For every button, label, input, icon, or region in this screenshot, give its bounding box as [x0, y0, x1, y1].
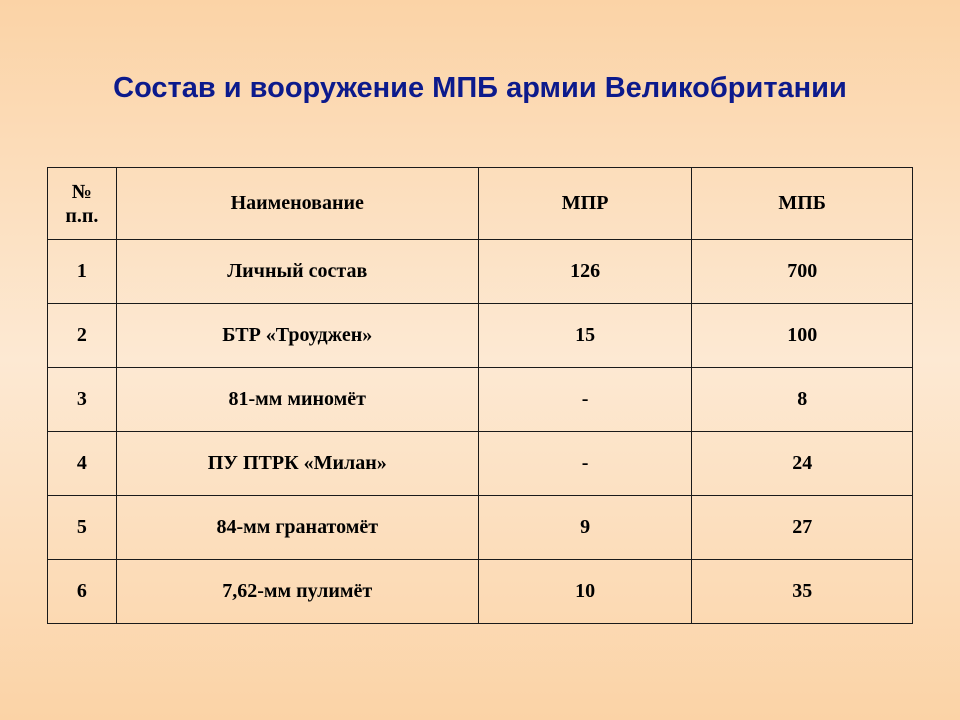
header-number: [48, 168, 117, 240]
cell-mpb: 24: [692, 432, 913, 496]
header-mpb: МПБ: [692, 168, 913, 240]
cell-mpr: 126: [478, 240, 692, 304]
cell-name: Личный состав: [116, 240, 478, 304]
cell-number: 3: [48, 368, 117, 432]
header-number-abbr: п.п.: [65, 204, 99, 227]
cell-mpb: 35: [692, 560, 913, 624]
cell-mpr: -: [478, 432, 692, 496]
cell-mpb: 100: [692, 304, 913, 368]
cell-name: ПУ ПТРК «Милан»: [116, 432, 478, 496]
cell-mpb: 8: [692, 368, 913, 432]
cell-name: 84-мм гранатомёт: [116, 496, 478, 560]
cell-mpb: 27: [692, 496, 913, 560]
header-name: Наименование: [116, 168, 478, 240]
cell-mpr: -: [478, 368, 692, 432]
cell-mpr: 9: [478, 496, 692, 560]
cell-mpr: 15: [478, 304, 692, 368]
cell-mpr: 10: [478, 560, 692, 624]
header-number-symbol: №: [71, 180, 92, 203]
cell-number: 1: [48, 240, 117, 304]
cell-number: 2: [48, 304, 117, 368]
table-row: [48, 432, 913, 496]
table-row: [48, 304, 913, 368]
header-mpr: МПР: [478, 168, 692, 240]
cell-number: 5: [48, 496, 117, 560]
data-table: [47, 167, 913, 624]
cell-number: 6: [48, 560, 117, 624]
table-row: [48, 240, 913, 304]
table-row: [48, 496, 913, 560]
cell-number: 4: [48, 432, 117, 496]
table-row: [48, 368, 913, 432]
table-header-row: [48, 168, 913, 240]
cell-name: БТР «Троуджен»: [116, 304, 478, 368]
slide-title: Состав и вооружение МПБ армии Великобритании: [113, 72, 847, 104]
cell-mpb: 700: [692, 240, 913, 304]
cell-name: 81-мм миномёт: [116, 368, 478, 432]
cell-name: 7,62-мм пулимёт: [116, 560, 478, 624]
table-row: [48, 560, 913, 624]
